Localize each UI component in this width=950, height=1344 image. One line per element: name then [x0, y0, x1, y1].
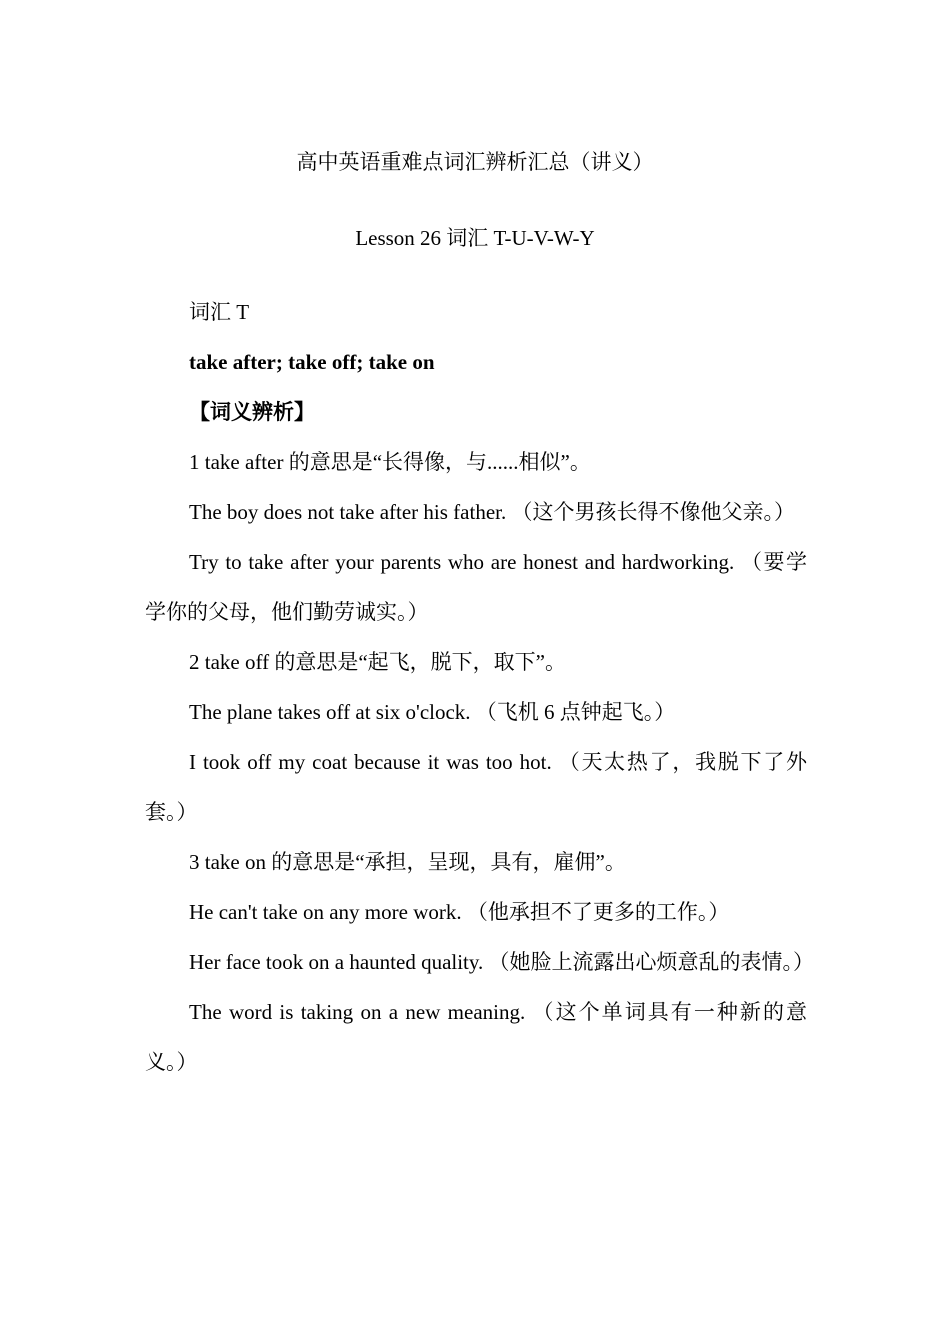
- definition-take-on: 3 take on 的意思是“承担，呈现，具有，雇佣”。: [189, 850, 626, 874]
- example-sentence: The plane takes off at six o'clock. （飞机 6 点钟起飞。）: [189, 700, 676, 724]
- document-body: [145, 287, 815, 1087]
- example-sentence: The boy does not take after his father. （这个男孩长得不像他父亲。）: [189, 500, 795, 524]
- example-sentence: Her face took on a haunted quality. （她脸上流露出心烦意乱的表情。）: [189, 950, 815, 974]
- phrases-heading: take after; take off; take on: [189, 350, 435, 374]
- example-sentence: I took off my coat because it was too hot. （天太热了，我脱下了外套。）: [145, 750, 807, 824]
- document-title: 高中英语重难点词汇辨析汇总（讲义）: [296, 150, 654, 174]
- analysis-heading: 【词义辨析】: [189, 400, 315, 424]
- definition-take-off: 2 take off 的意思是“起飞，脱下，取下”。: [189, 650, 566, 674]
- example-sentence: He can't take on any more work. （他承担不了更多的工作。）: [189, 900, 730, 924]
- definition-take-after: 1 take after 的意思是“长得像，与......相似”。: [189, 450, 591, 474]
- section-heading: 词汇 T: [189, 300, 250, 324]
- lesson-subtitle: Lesson 26 词汇 T-U-V-W-Y: [355, 226, 595, 250]
- example-sentence: Try to take after your parents who are honest and hardworking. （要学学你的父母，他们勤劳诚实。）: [145, 550, 807, 624]
- example-sentence: The word is taking on a new meaning. （这个单词具有一种新的意义。）: [145, 1000, 807, 1074]
